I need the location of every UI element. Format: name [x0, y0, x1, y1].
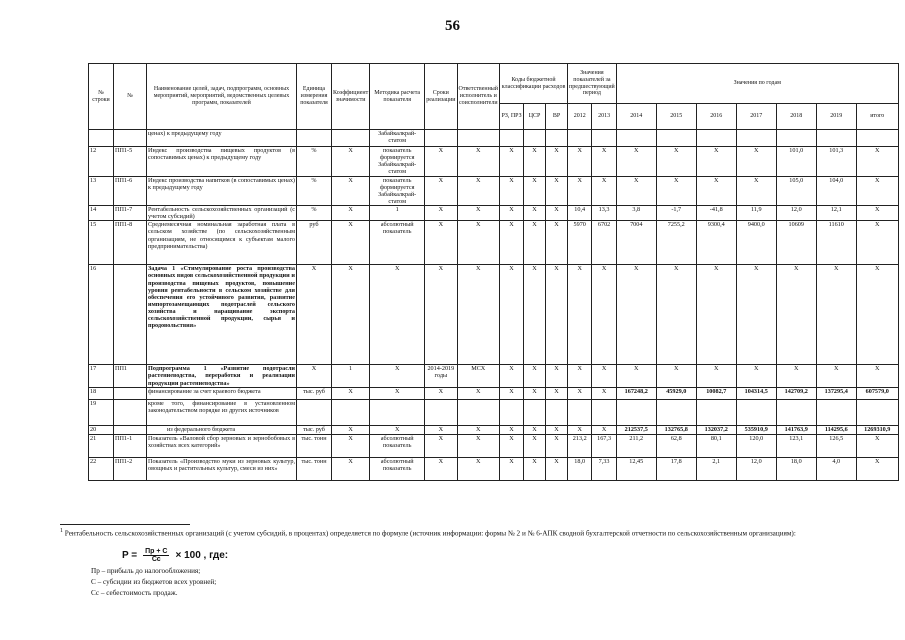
row-2013: X — [592, 425, 616, 434]
row-terms: X — [425, 265, 457, 365]
row-2019: 12,1 — [816, 206, 856, 221]
row-2015: 7255,2 — [656, 221, 696, 265]
row-terms: X — [425, 434, 457, 457]
header-2014: 2014 — [616, 104, 656, 130]
row-terms: X — [425, 425, 457, 434]
row-2016: 2,1 — [696, 457, 736, 480]
row-rz: X — [500, 425, 524, 434]
row-unit: тыс. тонн — [297, 434, 332, 457]
row-name: Индекс производства напитков (в сопоставимых ценах) к предыдущему году — [147, 176, 297, 206]
row-2014 — [616, 399, 656, 425]
row-coefficient: X — [332, 265, 370, 365]
row-2017: 11,9 — [736, 206, 776, 221]
row-vr: X — [546, 425, 568, 434]
row-2018 — [776, 130, 816, 147]
row-unit — [297, 399, 332, 425]
row-rz — [500, 130, 524, 147]
row-code: ПП1-1 — [114, 434, 147, 457]
row-2014: X — [616, 176, 656, 206]
row-2015 — [656, 130, 696, 147]
row-2018: 123,1 — [776, 434, 816, 457]
row-unit: % — [297, 147, 332, 177]
definition-subsidies: С – субсидии из бюджетов всех уровней; — [91, 578, 217, 587]
row-terms — [425, 399, 457, 425]
header-rz: РЗ, ПРЗ — [500, 104, 524, 130]
header-budget-codes: Коды бюджетной классификации расходов — [500, 64, 568, 104]
table-row — [89, 221, 899, 265]
page-number: 56 — [445, 18, 460, 34]
header-unit: Единица измерения показателя — [297, 64, 332, 130]
row-coefficient: X — [332, 206, 370, 221]
header-number: № — [114, 64, 147, 130]
row-2019: 126,5 — [816, 434, 856, 457]
row-coefficient: X — [332, 147, 370, 177]
row-csr: X — [524, 457, 546, 480]
table-row — [89, 425, 899, 434]
footnote-divider — [60, 524, 190, 525]
row-2016 — [696, 130, 736, 147]
row-csr: X — [524, 265, 546, 365]
row-2013: 167,3 — [592, 434, 616, 457]
row-csr: X — [524, 176, 546, 206]
row-code: ПП1 — [114, 365, 147, 387]
row-rz: X — [500, 365, 524, 387]
row-rz: X — [500, 387, 524, 399]
row-code: ПП1-6 — [114, 176, 147, 206]
row-coefficient: X — [332, 176, 370, 206]
row-2012 — [568, 130, 592, 147]
row-terms: X — [425, 457, 457, 480]
row-2019 — [816, 399, 856, 425]
row-responsible: X — [457, 147, 500, 177]
row-2012: 5970 — [568, 221, 592, 265]
row-2012: X — [568, 425, 592, 434]
row-total — [856, 130, 898, 147]
row-coefficient: 1 — [332, 365, 370, 387]
header-2018: 2018 — [776, 104, 816, 130]
row-2018: 105,0 — [776, 176, 816, 206]
row-2019: X — [816, 265, 856, 365]
row-responsible — [457, 130, 500, 147]
row-total: X — [856, 206, 898, 221]
row-2014: X — [616, 265, 656, 365]
row-total: X — [856, 176, 898, 206]
indicators-table — [88, 63, 899, 481]
header-method: Методика расчета показателя — [370, 64, 425, 130]
row-name: ценах) к предыдущему году — [147, 130, 297, 147]
table-row — [89, 457, 899, 480]
row-2015: 45929,0 — [656, 387, 696, 399]
row-total: X — [856, 265, 898, 365]
row-method: X — [370, 425, 425, 434]
header-2016: 2016 — [696, 104, 736, 130]
row-2013: X — [592, 265, 616, 365]
table-row — [89, 206, 899, 221]
header-2017: 2017 — [736, 104, 776, 130]
row-csr: X — [524, 147, 546, 177]
row-2015: 62,8 — [656, 434, 696, 457]
row-rz: X — [500, 147, 524, 177]
row-unit: тыс. руб — [297, 425, 332, 434]
row-2017: X — [736, 147, 776, 177]
row-name: из федерального бюджета — [147, 425, 297, 434]
row-2013: X — [592, 365, 616, 387]
row-code — [114, 265, 147, 365]
row-name: Задача 1 «Стимулирование роста производства основных видов сельскохозяйственной продукции и производства пищевых продуктов, повышение уровня рентабельности в сельском хозяйстве для обеспечения его устойчивого развития, развитие импортозамещающих подотраслей сельского хозяйства и наращивание экспорта сельскохозяйственной продукции, сырья и продовольствия» — [147, 265, 297, 365]
row-coefficient — [332, 130, 370, 147]
row-2016: 132037,2 — [696, 425, 736, 434]
row-vr: X — [546, 265, 568, 365]
header-values-by-year: Значения по годам — [616, 64, 898, 104]
row-rz: X — [500, 457, 524, 480]
row-number: 18 — [89, 387, 114, 399]
footnote-text: Рентабельность сельскохозяйственных организаций (с учетом субсидий, в процентах) определяется по формуле (источник информации: формы № 2 и № 6-АПК сводной бухгалтерской отчетности по сельскохозяйственным организациям): — [64, 529, 796, 538]
row-method: показатель формируется Забайкалкрай-статом — [370, 176, 425, 206]
row-method: Забайкалкрай-статом — [370, 130, 425, 147]
row-total: X — [856, 221, 898, 265]
row-code: ПП1-7 — [114, 206, 147, 221]
row-2017: 9400,0 — [736, 221, 776, 265]
row-code — [114, 425, 147, 434]
table-row — [89, 434, 899, 457]
row-responsible: X — [457, 387, 500, 399]
row-2017: 12,0 — [736, 457, 776, 480]
row-number: 13 — [89, 176, 114, 206]
row-coefficient: X — [332, 221, 370, 265]
row-2015: X — [656, 176, 696, 206]
row-number: 14 — [89, 206, 114, 221]
row-2017: X — [736, 365, 776, 387]
row-terms — [425, 130, 457, 147]
row-csr: X — [524, 387, 546, 399]
row-2014: 3,8 — [616, 206, 656, 221]
row-number: 12 — [89, 147, 114, 177]
row-name: Показатель «Валовой сбор зерновых и зернобобовых в хозяйствах всех категорий» — [147, 434, 297, 457]
row-total: 1269310,9 — [856, 425, 898, 434]
row-responsible: X — [457, 265, 500, 365]
row-code: ПП1-8 — [114, 221, 147, 265]
row-coefficient — [332, 399, 370, 425]
table-row — [89, 265, 899, 365]
row-2018: X — [776, 265, 816, 365]
row-2014: X — [616, 365, 656, 387]
row-total — [856, 399, 898, 425]
row-vr: X — [546, 365, 568, 387]
header-coefficient: Коэффициент значимости — [332, 64, 370, 130]
row-coefficient: X — [332, 457, 370, 480]
row-unit: руб — [297, 221, 332, 265]
table-row — [89, 130, 899, 147]
row-2014: 211,2 — [616, 434, 656, 457]
row-2015: X — [656, 365, 696, 387]
row-name: Показатель «Производство муки из зерновых культур, овощных и растительных культур, смеси из них» — [147, 457, 297, 480]
header-2019: 2019 — [816, 104, 856, 130]
row-2018: 141763,9 — [776, 425, 816, 434]
row-vr: X — [546, 176, 568, 206]
row-2017 — [736, 399, 776, 425]
row-2017: 104314,5 — [736, 387, 776, 399]
row-2013: 7,33 — [592, 457, 616, 480]
row-2013 — [592, 130, 616, 147]
formula — [122, 548, 228, 563]
row-vr: X — [546, 434, 568, 457]
row-2016: X — [696, 176, 736, 206]
table-row — [89, 147, 899, 177]
row-responsible: X — [457, 206, 500, 221]
header-terms: Сроки реализации — [425, 64, 457, 130]
row-2017: X — [736, 265, 776, 365]
row-unit: % — [297, 206, 332, 221]
row-total: 607579,0 — [856, 387, 898, 399]
row-coefficient: X — [332, 387, 370, 399]
row-2014 — [616, 130, 656, 147]
table-row — [89, 365, 899, 387]
row-rz — [500, 399, 524, 425]
row-2015: X — [656, 265, 696, 365]
row-2017 — [736, 130, 776, 147]
row-2014: 12,45 — [616, 457, 656, 480]
row-terms: X — [425, 221, 457, 265]
row-2014: 167248,2 — [616, 387, 656, 399]
row-number: 16 — [89, 265, 114, 365]
row-name: Рентабельность сельскохозяйственных организаций (с учетом субсидий) — [148, 206, 295, 221]
row-unit: X — [297, 265, 332, 365]
formula-definitions — [91, 566, 216, 599]
row-method: X — [370, 365, 425, 387]
row-2013: X — [592, 147, 616, 177]
row-2015: 132765,8 — [656, 425, 696, 434]
row-method: абсолютный показатель — [370, 221, 425, 265]
row-2018: X — [776, 365, 816, 387]
row-responsible: X — [457, 425, 500, 434]
row-2016: X — [696, 265, 736, 365]
row-2012: X — [568, 365, 592, 387]
row-2017: X — [736, 176, 776, 206]
row-responsible: X — [457, 176, 500, 206]
row-method: показатель формируется Забайкалкрай-статом — [370, 147, 425, 177]
row-unit: тыс. руб — [297, 387, 332, 399]
row-terms: 2014-2019 годы — [425, 365, 457, 387]
row-total: X — [856, 365, 898, 387]
row-2018: 101,0 — [776, 147, 816, 177]
row-unit: X — [297, 365, 332, 387]
row-vr: X — [546, 221, 568, 265]
row-2018: 12,0 — [776, 206, 816, 221]
row-2014: 212537,5 — [616, 425, 656, 434]
row-2013 — [592, 399, 616, 425]
row-number: 17 — [89, 365, 114, 387]
row-2012: X — [568, 265, 592, 365]
row-method — [370, 399, 425, 425]
row-2019: 101,3 — [816, 147, 856, 177]
row-2012: 10,4 — [568, 206, 592, 221]
row-csr: X — [524, 425, 546, 434]
row-2015: 17,8 — [656, 457, 696, 480]
row-coefficient: X — [332, 425, 370, 434]
definition-profit: Пр – прибыль до налогообложения; — [91, 567, 201, 575]
row-number — [89, 130, 114, 147]
row-name: кроме того, финансирование в установленном законодательством порядке из других источников — [147, 399, 297, 425]
row-2012 — [568, 399, 592, 425]
formula-denominator: Сс — [151, 556, 161, 563]
formula-rhs: × 100 , где: — [175, 550, 229, 561]
header-total: итого — [856, 104, 898, 130]
row-code — [114, 130, 147, 147]
header-row-number: № строки — [89, 64, 114, 130]
table-row — [89, 399, 899, 425]
row-number: 20 — [89, 425, 114, 434]
row-2016: -41,8 — [696, 206, 736, 221]
row-name: Подпрограмма 1 «Развитие подотрасли растениеводства, переработки и реализации продукции растениеводства» — [148, 365, 295, 387]
row-2018: 10609 — [776, 221, 816, 265]
row-2018: 18,0 — [776, 457, 816, 480]
row-number: 19 — [89, 399, 114, 425]
row-terms: X — [425, 176, 457, 206]
row-2012: X — [568, 387, 592, 399]
row-2012: X — [568, 176, 592, 206]
row-terms: X — [425, 147, 457, 177]
row-2018: 142709,2 — [776, 387, 816, 399]
row-rz: X — [500, 206, 524, 221]
row-vr — [546, 399, 568, 425]
row-number: 15 — [89, 221, 114, 265]
row-2012: 213,2 — [568, 434, 592, 457]
table-row — [89, 387, 899, 399]
row-2012: X — [568, 147, 592, 177]
row-csr — [524, 399, 546, 425]
row-2017: 120,0 — [736, 434, 776, 457]
row-2014: X — [616, 147, 656, 177]
header-csr: ЦСР — [524, 104, 546, 130]
row-rz: X — [500, 434, 524, 457]
row-rz: X — [500, 221, 524, 265]
row-2019: 114295,6 — [816, 425, 856, 434]
row-responsible: X — [457, 221, 500, 265]
header-2012: 2012 — [568, 104, 592, 130]
row-2013: X — [592, 387, 616, 399]
row-responsible: X — [457, 457, 500, 480]
row-coefficient: X — [332, 434, 370, 457]
row-code — [114, 399, 147, 425]
row-csr — [524, 130, 546, 147]
row-2019: 137295,4 — [816, 387, 856, 399]
row-code: ПП1-5 — [114, 147, 147, 177]
row-name: Среднемесячная номинальная заработная плата в сельском хозяйстве (по сельскохозяйственным организациям, не относящимся к субъектам малого предпринимательства) — [147, 221, 297, 265]
row-code: ПП1-2 — [114, 457, 147, 480]
row-vr: X — [546, 147, 568, 177]
row-2013: 6702 — [592, 221, 616, 265]
row-number: 21 — [89, 434, 114, 457]
row-2019: 11610 — [816, 221, 856, 265]
row-2016: 9300,4 — [696, 221, 736, 265]
row-csr: X — [524, 206, 546, 221]
row-method: абсолютный показатель — [370, 434, 425, 457]
row-2016: X — [696, 365, 736, 387]
row-2015: -1,7 — [656, 206, 696, 221]
row-terms: X — [425, 387, 457, 399]
row-rz: X — [500, 176, 524, 206]
row-name: финансирование за счет краевого бюджета — [147, 387, 297, 399]
row-method: X — [370, 387, 425, 399]
row-2015 — [656, 399, 696, 425]
row-vr: X — [546, 387, 568, 399]
row-2016 — [696, 399, 736, 425]
header-responsible: Ответственный исполнитель и соисполнители — [457, 64, 500, 130]
row-responsible — [457, 399, 500, 425]
row-total: X — [856, 434, 898, 457]
row-vr — [546, 130, 568, 147]
header-2013: 2013 — [592, 104, 616, 130]
row-2015: X — [656, 147, 696, 177]
header-previous-period: Значения показателей за предшествующий период — [568, 64, 617, 104]
row-2016: X — [696, 147, 736, 177]
row-2019 — [816, 130, 856, 147]
row-csr: X — [524, 434, 546, 457]
row-2017: 535910,9 — [736, 425, 776, 434]
row-2012: 18,0 — [568, 457, 592, 480]
row-2013: 13,3 — [592, 206, 616, 221]
row-2016: 10082,7 — [696, 387, 736, 399]
row-2019: X — [816, 365, 856, 387]
row-unit: тыс. тонн — [297, 457, 332, 480]
row-2014: 7004 — [616, 221, 656, 265]
footnote — [60, 527, 880, 539]
row-responsible: МСХ — [457, 365, 500, 387]
row-method: 1 — [370, 206, 425, 221]
row-csr: X — [524, 221, 546, 265]
row-method: X — [370, 265, 425, 365]
row-total: X — [856, 147, 898, 177]
row-method: абсолютный показатель — [370, 457, 425, 480]
footnote-mark: 1 — [60, 528, 63, 534]
formula-fraction — [143, 548, 169, 563]
formula-lhs: P = — [122, 550, 138, 561]
row-csr: X — [524, 365, 546, 387]
row-2013: X — [592, 176, 616, 206]
row-terms: X — [425, 206, 457, 221]
header-vr: ВР — [546, 104, 568, 130]
definition-cost: Сс – себестоимость продаж. — [91, 589, 178, 598]
row-rz: X — [500, 265, 524, 365]
row-2018 — [776, 399, 816, 425]
row-2019: 4,0 — [816, 457, 856, 480]
row-number: 22 — [89, 457, 114, 480]
row-vr: X — [546, 457, 568, 480]
header-2015: 2015 — [656, 104, 696, 130]
row-responsible: X — [457, 434, 500, 457]
row-unit — [297, 130, 332, 147]
row-2016: 80,1 — [696, 434, 736, 457]
row-2019: 104,0 — [816, 176, 856, 206]
table-row — [89, 176, 899, 206]
formula-numerator: Пр + С — [145, 548, 168, 555]
header-name: Наименование целей, задач, подпрограмм, основных мероприятий, мероприятий, ведомственных целевых программ, показателей — [147, 64, 297, 130]
row-total: X — [856, 457, 898, 480]
row-name: Индекс производства пищевых продуктов (в сопоставимых ценах) к предыдущему году — [147, 147, 297, 177]
row-unit: % — [297, 176, 332, 206]
row-code — [114, 387, 147, 399]
row-vr: X — [546, 206, 568, 221]
